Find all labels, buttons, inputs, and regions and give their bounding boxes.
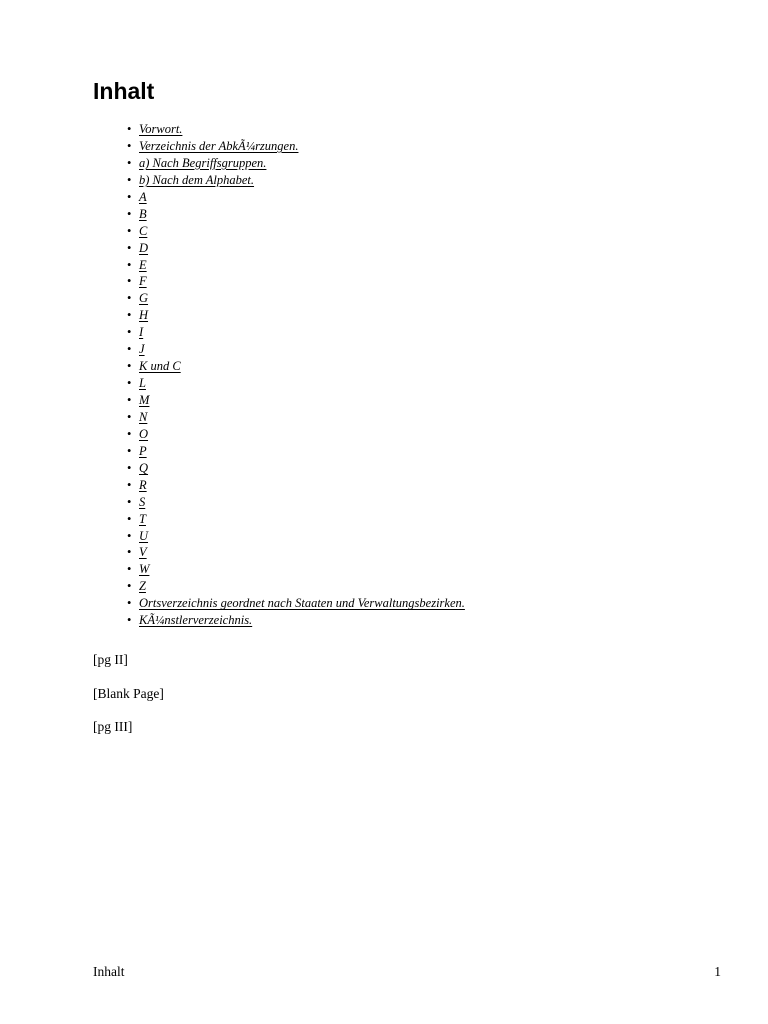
toc-link-k-und-c[interactable]: K und C: [139, 359, 181, 374]
bullet: •: [127, 359, 132, 374]
list-item: [127, 223, 465, 240]
list-item: [127, 544, 465, 561]
table-of-contents: [127, 121, 465, 629]
list-item: [127, 561, 465, 578]
toc-link-r[interactable]: R: [139, 477, 147, 492]
page-marker-blank-page: [Blank Page]: [93, 686, 164, 701]
toc-link-m[interactable]: M: [139, 393, 150, 407]
list-item: [127, 240, 465, 257]
list-item: [127, 409, 465, 426]
bullet: •: [127, 257, 132, 272]
list-item: [127, 460, 465, 477]
toc-link-o[interactable]: O: [139, 426, 149, 441]
bullet: •: [127, 122, 132, 136]
bullet: •: [127, 172, 132, 187]
toc-link-l[interactable]: L: [139, 376, 146, 391]
toc-link-z[interactable]: Z: [139, 579, 146, 594]
list-item: [127, 443, 465, 460]
toc-link-v[interactable]: V: [139, 545, 147, 560]
bullet: •: [127, 511, 132, 526]
bullet: •: [127, 494, 132, 509]
list-item: [127, 426, 465, 443]
list-item: [127, 595, 465, 612]
list-item: [127, 206, 465, 223]
toc-link-kuenstlerverzeichnis[interactable]: KÃ¼nstlerverzeichnis.: [139, 613, 253, 628]
bullet: •: [127, 206, 132, 221]
toc-link-w[interactable]: W: [139, 562, 150, 577]
bullet: •: [127, 240, 132, 255]
page-title: Inhalt: [93, 78, 155, 104]
bullet: •: [127, 393, 132, 407]
list-item: [127, 375, 465, 392]
toc-link-begriffsgruppen[interactable]: a) Nach Begriffsgruppen.: [139, 155, 267, 170]
bullet: •: [127, 460, 132, 475]
list-item: [127, 511, 465, 528]
bullet: •: [127, 477, 132, 492]
bullet: •: [127, 155, 132, 170]
list-item: [127, 612, 465, 629]
bullet: •: [127, 528, 132, 543]
toc-link-p[interactable]: P: [139, 443, 147, 458]
list-item: [127, 121, 465, 138]
bullet: •: [127, 426, 132, 441]
list-item: [127, 138, 465, 155]
page-marker-pg-ii: [pg II]: [93, 652, 128, 667]
toc-link-f[interactable]: F: [139, 274, 147, 289]
toc-link-q[interactable]: Q: [139, 460, 149, 475]
list-item: [127, 358, 465, 375]
list-item: [127, 189, 465, 206]
bullet: •: [127, 325, 132, 340]
bullet: •: [127, 189, 132, 204]
bullet: •: [127, 613, 132, 628]
toc-link-a[interactable]: A: [139, 189, 147, 204]
list-item: [127, 392, 465, 409]
bullet: •: [127, 376, 132, 391]
toc-link-u[interactable]: U: [139, 528, 149, 543]
footer-page-number: 1: [714, 964, 721, 979]
toc-link-ortsverzeichnis[interactable]: Ortsverzeichnis geordnet nach Staaten und Verwaltungsbezirken.: [139, 596, 465, 611]
list-item: [127, 155, 465, 172]
bullet: •: [127, 223, 132, 238]
toc-link-e[interactable]: E: [139, 257, 147, 272]
bullet: •: [127, 409, 132, 424]
toc-link-c[interactable]: C: [139, 223, 148, 238]
bullet: •: [127, 443, 132, 458]
page-marker-pg-iii: [pg III]: [93, 719, 133, 734]
toc-link-alphabet[interactable]: b) Nach dem Alphabet.: [139, 172, 255, 187]
bullet: •: [127, 579, 132, 594]
toc-link-s[interactable]: S: [139, 494, 146, 509]
toc-link-d[interactable]: D: [139, 240, 149, 255]
toc-link-h[interactable]: H: [139, 308, 149, 323]
list-item: [127, 273, 465, 290]
toc-link-t[interactable]: T: [139, 511, 146, 526]
bullet: •: [127, 274, 132, 289]
toc-link-g[interactable]: G: [139, 291, 149, 306]
list-item: [127, 477, 465, 494]
list-item: [127, 172, 465, 189]
bullet: •: [127, 562, 132, 577]
footer-title: Inhalt: [93, 964, 125, 979]
list-item: [127, 290, 465, 307]
toc-link-b[interactable]: B: [139, 206, 147, 221]
list-item: [127, 307, 465, 324]
list-item: [127, 494, 465, 511]
toc-link-j[interactable]: J: [139, 342, 145, 357]
toc-link-abkuerzungen[interactable]: Verzeichnis der AbkÃ¼rzungen.: [139, 138, 299, 153]
bullet: •: [127, 308, 132, 323]
bullet: •: [127, 138, 132, 153]
list-item: [127, 341, 465, 358]
bullet: •: [127, 291, 132, 306]
list-item: [127, 578, 465, 595]
list-item: [127, 324, 465, 341]
list-item: [127, 257, 465, 274]
list-item: [127, 528, 465, 545]
bullet: •: [127, 342, 132, 357]
toc-link-i[interactable]: I: [139, 325, 144, 340]
bullet: •: [127, 545, 132, 560]
toc-link-vorwort[interactable]: Vorwort.: [139, 122, 183, 136]
bullet: •: [127, 596, 132, 611]
toc-link-n[interactable]: N: [139, 409, 148, 424]
